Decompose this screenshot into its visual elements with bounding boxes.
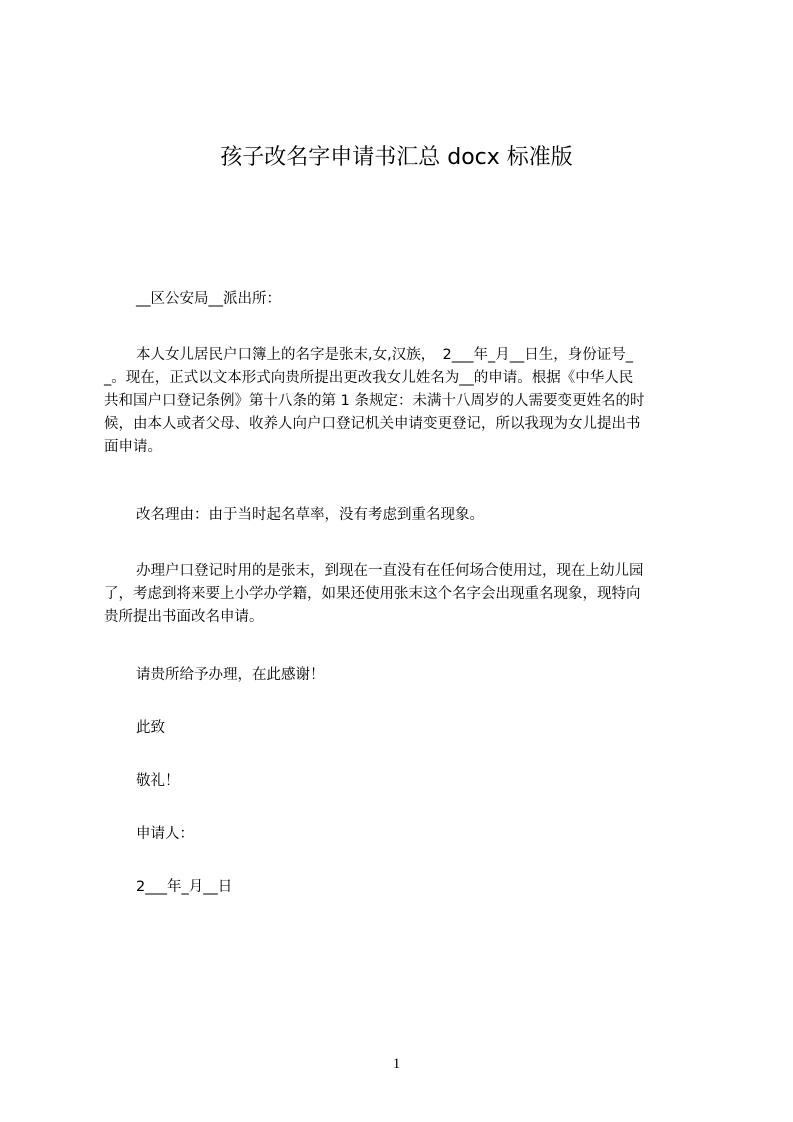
- paragraph-line: 贵所提出书面改名申请。: [104, 609, 264, 625]
- page-number: 1: [392, 1056, 401, 1072]
- document-title: 孩子改名字申请书汇总 docx 标准版: [220, 145, 573, 170]
- closing-line: 敬礼！: [136, 773, 180, 789]
- closing-line: 此致: [136, 720, 165, 736]
- paragraph-line: 候，由本人或者父母、收养人向户口登记机关申请变更登记，所以我现为女儿提出书: [104, 416, 641, 432]
- paragraph-line: 面申请。: [104, 439, 162, 455]
- paragraph-line: 办理户口登记时用的是张末，到现在一直没有在任何场合使用过，现在上幼儿园: [136, 563, 644, 579]
- paragraph-line: 了，考虑到将来要上小学办学籍，如果还使用张末这个名字会出现重名现象，现特向: [104, 586, 641, 602]
- paragraph-line: 共和国户口登记条例》第十八条的第 1 条规定：未满十八周岁的人需要变更姓名的时: [104, 393, 645, 409]
- date-line: 2___年_月__日: [136, 879, 233, 895]
- request-line: 请贵所给予办理，在此感谢！: [136, 667, 325, 683]
- paragraph-line: 本人女儿居民户口簿上的名字是张末,女,汉族， 2___年_月__日生，身份证号_: [136, 347, 633, 363]
- addressee: __区公安局__派出所：: [136, 291, 281, 307]
- applicant-line: 申请人：: [136, 826, 194, 842]
- reason-line: 改名理由：由于当时起名草率，没有考虑到重名现象。: [136, 507, 484, 523]
- paragraph-line: _。现在，正式以文本形式向贵所提出更改我女儿姓名为__的申请。根据《中华人民: [104, 370, 634, 386]
